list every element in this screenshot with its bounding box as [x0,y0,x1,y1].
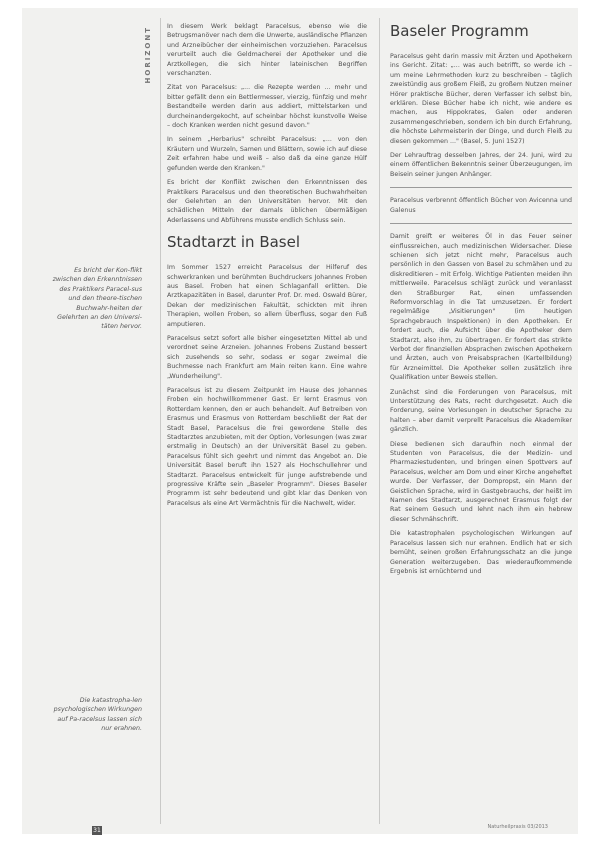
paragraph: Paracelsus setzt sofort alle bisher eingesetzten Mittel ab und verordnet seine Arzneien. Johannes Frobens Zustand bessert sich zusehends so sehr, sodass er sogar zweimal die Buchmesse nach Frankfurt am Main reiten kann. Eine wahre „Wunderheilung". [167,334,367,380]
section-label: HORIZONT [144,26,152,84]
paragraph: Paracelsus ist zu diesem Zeitpunkt im Hause des Johannes Froben ein hochwillkommener Gast. Er lernt Erasmus von Rotterdam kennen, den er auch behandelt. Auf Betreiben von Erasmus und Erasmus von Rotterdam beschließt der Rat der Stadt Basel, Paracelsus die frei gewordene Stelle des Stadtarztes anzubieten, mit der Option, Vorlesungen (was zwar erstmalig in Deutsch) an der Universität Basel zu geben. Paracelsus fühlt sich geehrt und nimmt das Angebot an. Die Universität Basel beruft ihn 1527 als Hochschullehrer und Stadtarzt. Paracelsus entwickelt für junge aufstrebende und progressive Kräfte sein „Baseler Programm". Dieses Baseler Programm ist sehr bedeutend und gibt klar das Denken von Paracelsus als eine Art Vermächtnis für die Nachwelt, wider. [167,387,367,507]
column-divider-left [160,18,161,824]
caption-rule-top [390,187,572,188]
section-heading: Baseler Programm [390,22,529,40]
middle-column [167,22,367,513]
pull-quote: Die katastropha-len psychologischen Wirkungen auf Pa-racelsus lassen sich nur erahnen. [53,697,142,733]
paragraph: Zitat von Paracelsus: „... die Rezepte werden ... mehr und bitter gefällt denn ein Bettlermesser, vierzig, fünfzig und mehr Bestandteile werden darin aus addiert, mittelstarken und durcheinandergekocht, auf scheinbar höchst kunstvolle Weise – doch Kranken werden nicht gesund davon." [167,84,367,130]
page-number: 31 [93,827,101,834]
paragraph: Zunächst sind die Forderungen von Paracelsus, mit Unterstützung des Rats, recht durchgesetzt. Auch die Forderung, seine Vorlesungen in deutscher Sprache zu halten – aber damit verprellt Paracelsus die Akademiker gänzlich. [390,388,572,434]
journal-footer: Naturheilpraxis 03/2013 [487,824,548,830]
column-divider-right [379,18,380,824]
pull-quote: Es bricht der Kon-flikt zwischen den Erkenntnissen des Praktikers Paracel-sus und den theore-tischen Buchwahr-heiten der Gelehrten an den Universi-täten hervor. [52,267,142,331]
paragraph: In seinem „Herbarius" schreibt Paracelsus: „... von den Kräutern und Wurzeln, Samen und Blättern, sowie ich auf diese Zeit erfahren habe und weiß – also daß da eine ganze Hülf gefunden werde den Kranken." [167,136,367,172]
paragraph: Die katastrophalen psychologischen Wirkungen auf Paracelsus lassen sich nur erahnen. Endlich hat er sich bemüht, seinen großen Erfahrungsschatz an die junge Generation weiterzugeben. Das wiederaufkommende Ergebnis ist ernüchternd und [390,530,572,575]
caption-rule-bottom [390,223,572,224]
right-column [390,22,572,581]
paragraph: Diese bedienen sich daraufhin noch einmal der Studenten von Paracelsus, die der Medizin- und Pharmaziestudenten, und bringen einen Spottvers auf Paracelsus, welcher am Dom und einer Kirche angeheftet wurde. Der Verfasser, der Dompropst, ein Mann der Geistlichen Sprache, wird in Gastgebrauchs, der heißt im Namen des Stadtarzt, ausgerechnet Erasmus folgt der Rat seinem Gesuch und lehnt nach ihm ein hebrew dieser Schmähschrift. [390,440,572,523]
image-caption: Paracelsus verbrennt öffentlich Bücher von Avicenna und Galenus [390,197,572,214]
paragraph: Es bricht der Konflikt zwischen den Erkenntnissen des Praktikers Paracelsus und den theoretischen Buchwahrheiten der Gelehrten an den Universitäten hervor. Mit den schädlichen Mitteln der damals üblichen übermäßigen Aderlassens und Abführens musste endlich Schluss sein. [167,179,367,224]
paragraph: Damit greift er weiteres Öl in das Feuer seiner einflussreichen, auch medizinischen Widersacher. Diese schienen sich jetzt nicht mehr, Paracelsus auch persönlich in den Gassen von Basel zu schmähen und zu diskreditieren – mit Erfolg. Wichtige Patienten meiden ihn mittlerweile. Paracelsus schlägt zurück und veranlasst den Straßburger Rat, einen umfassenden Reformvorschlag in die Tat umzusetzen. Er fordert regelmäßige „Visitierungen" (im heutigen Sprachgebrauch Inspektionen) in den Apotheken. Er fordert auch, die Aufsicht über die Apotheker dem Stadtarzt, also ihm, zu übertragen. Er fordert das strikte Verbot der finanziellen Absprachen zwischen Apothekern und Ärzten, auch von Preisabsprachen (Kartellbildung) für Arzneimittel. Die Apotheker sollen zusätzlich ihre Qualifikation unter Beweis stellen. [390,233,572,382]
section-heading: Stadtarzt in Basel [167,233,301,252]
paragraph: Im Sommer 1527 erreicht Paracelsus der Hilferuf des schwerkranken und berühmten Buchdruckers Johannes Froben aus Basel. Froben hat einen Schlaganfall erlitten. Die Arztkapazitäten in Basel, darunter Prof. Dr. med. Oswald Bürer, Dekan der medizinischen Fakultät, schickten mit ihren Therapien, wollen Froben, so allem Überfluss, sogar den Fuß amputieren. [167,264,367,328]
paragraph: Paracelsus geht darin massiv mit Ärzten und Apothekern ins Gericht. Zitat: „... was auch betrifft, so werde ich – um meine Lehrmethoden kurz zu beschreiben – täglich zweistündig aus großem Fleiß, zu großem Nutzen meiner Hörer praktische Bücher, deren Verfasser ich selbst bin, erklären. Diese Bücher habe ich nicht, wie andere es machen, aus Hippokrates, Galen oder anderen zusammengeschrieben, sondern ich bin durch Erfahrung, die höchste Lehrmeisterin der Dinge, und durch Fleiß zu diesen gekommen ..." (Basel, 5. Juni 1527) [390,53,572,145]
paragraph: In diesem Werk beklagt Paracelsus, ebenso wie die Betrugsmanöver nach dem die Unwerte, ausländische Pflanzen und Arzneibücher der einheimischen vorzuziehen. Paracelsus verurteilt auch die Geldmacherei der Apotheker und die Arztkollegen, die sich hinter lateinischen Begriffen verschanzten. [167,23,367,78]
paragraph: Der Lehrauftrag desselben Jahres, der 24. Juni, wird zu einem öffentlichen Bekenntnis seiner Überzeugungen, im Beisein seiner jungen Anhänger. [390,152,572,178]
magazine-page [22,8,578,834]
